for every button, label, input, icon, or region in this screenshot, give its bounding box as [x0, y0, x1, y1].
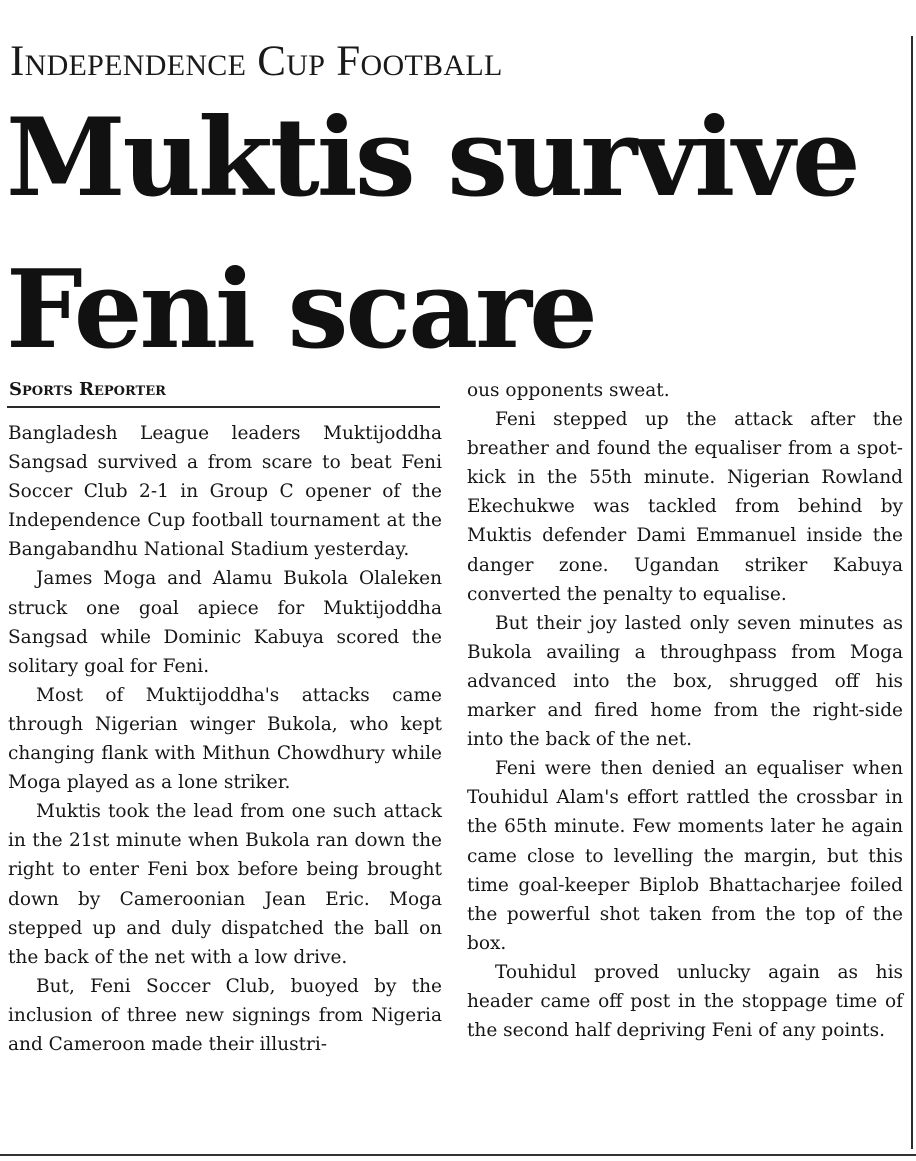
paragraph: Touhidul proved unlucky again as his header came off post in the stoppage time of the second half depriving Feni of any points.: [467, 961, 903, 1042]
paragraph: Feni were then denied an equaliser when Touhidul Alam's effort rattled the crossbar in the 65th minute. Few moments later he again came close to levelling the margin, but this time goal-keeper Biplob Bhattacharjee foiled the powerful shot taken from the top of the box.: [467, 758, 903, 954]
article-column-right: [467, 376, 903, 1045]
headline-line-1: Muktis survive: [6, 95, 858, 221]
headline-line-2: Feni scare: [6, 247, 595, 373]
column-rule-right: [911, 36, 913, 1149]
byline: Sports Reporter: [9, 379, 166, 400]
section-kicker: Independence Cup Football: [10, 38, 503, 85]
paragraph: But, Feni Soccer Club, buoyed by the inclusion of three new signings from Nigeria and Cameroon made their illustri-: [8, 975, 442, 1055]
paragraph: James Moga and Alamu Bukola Olaleken struck one goal apiece for Muktijoddha Sangsad while Dominic Kabuya scored the solitary goal for Feni.: [8, 568, 442, 677]
bottom-rule: [0, 1154, 916, 1156]
headline: [6, 82, 906, 386]
paragraph: Muktis took the lead from one such attack in the 21st minute when Bukola ran down the right to enter Feni box before being brought down by Cameroonian Jean Eric. Moga stepped up and duly dispatched the ball on the back of the net with a low drive.: [8, 801, 442, 968]
article-column-left: [8, 419, 442, 1059]
byline-divider: [7, 406, 440, 408]
paragraph: But their joy lasted only seven minutes as Bukola availing a throughpass from Moga advanced into the box, shrugged off his marker and fired home from the right-side into the back of the net.: [467, 612, 903, 751]
paragraph: Most of Muktijoddha's attacks came through Nigerian winger Bukola, who kept changing flank with Mithun Chowdhury while Moga played as a lone striker.: [8, 684, 442, 794]
paragraph: Bangladesh League leaders Muktijoddha Sangsad survived a from scare to beat Feni Soccer Club 2-1 in Group C opener of the Independence Cup football tournament at the Bangabandhu National Stadium yesterday.: [8, 423, 442, 561]
paragraph: Feni stepped up the attack after the breather and found the equaliser from a spot-kick in the 55th minute. Nigerian Rowland Ekechukwe was tackled from behind by Muktis defender Dami Emmanuel inside the danger zone. Ugandan striker Kabuya converted the penalty to equalise.: [467, 409, 903, 605]
paragraph: ous opponents sweat.: [467, 380, 670, 401]
